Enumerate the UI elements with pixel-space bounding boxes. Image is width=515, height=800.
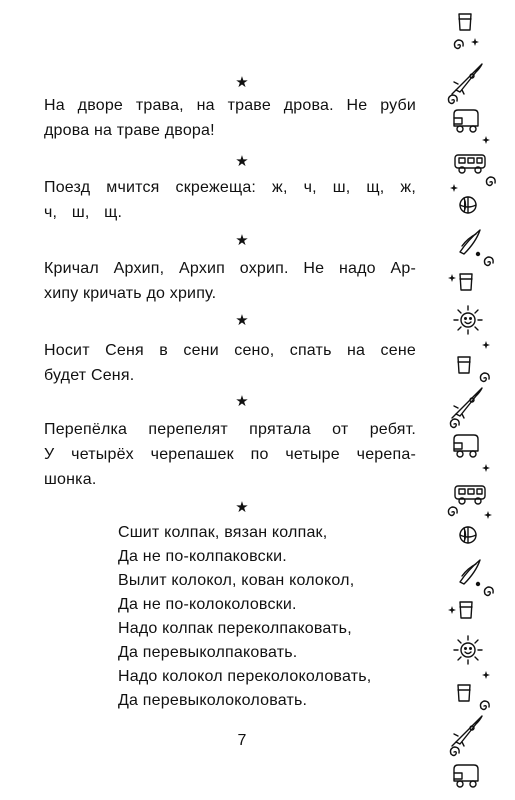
- tongue-twister-2: [44, 175, 416, 225]
- separator-star: ★: [235, 312, 249, 329]
- text-line: Носит Сеня в сени сено, спать на сене: [44, 342, 416, 359]
- text-line: У четырёх черепашек по четыре черепа-: [44, 446, 416, 463]
- verse-line: Надо колокол переколоколовать,: [118, 668, 372, 685]
- verse-line: Да перевыколоколовать.: [118, 692, 308, 709]
- verse-line: Да не по-колпаковски.: [118, 548, 287, 565]
- tongue-twister-3: [44, 256, 416, 306]
- separator-star: ★: [235, 153, 249, 170]
- text-line: Перепёлка перепелят прятала от ребят.: [44, 421, 416, 438]
- text-line: шонка.: [44, 471, 97, 488]
- separator-star: ★: [235, 74, 249, 91]
- tongue-twister-5: [44, 417, 416, 492]
- verse-block: [118, 521, 418, 713]
- separator-star: ★: [235, 232, 249, 249]
- verse-line: Сшит колпак, вязан колпак,: [118, 524, 328, 541]
- page-number: 7: [237, 732, 247, 749]
- text-line: хипу кричать до хрипу.: [44, 285, 217, 302]
- text-line: дрова на траве двора!: [44, 122, 215, 139]
- separator-star: ★: [235, 393, 249, 410]
- tongue-twister-4: [44, 338, 416, 388]
- doodle-border: [440, 0, 515, 800]
- verse-line: Вылит колокол, кован колокол,: [118, 572, 355, 589]
- text-line: будет Сеня.: [44, 367, 135, 384]
- text-line: На дворе трава, на траве дрова. Не руби: [44, 97, 416, 114]
- verse-line: Да перевыколпаковать.: [118, 644, 298, 661]
- text-line: ч, ш, щ.: [44, 204, 123, 221]
- verse-line: Да не по-колоколовски.: [118, 596, 297, 613]
- text-line: Поезд мчится скрежеща: ж, ч, ш, щ, ж,: [44, 179, 416, 196]
- verse-line: Надо колпак переколпаковать,: [118, 620, 352, 637]
- separator-star: ★: [235, 499, 249, 516]
- tongue-twister-1: [44, 93, 416, 143]
- text-line: Кричал Архип, Архип охрип. Не надо Ар-: [44, 260, 416, 277]
